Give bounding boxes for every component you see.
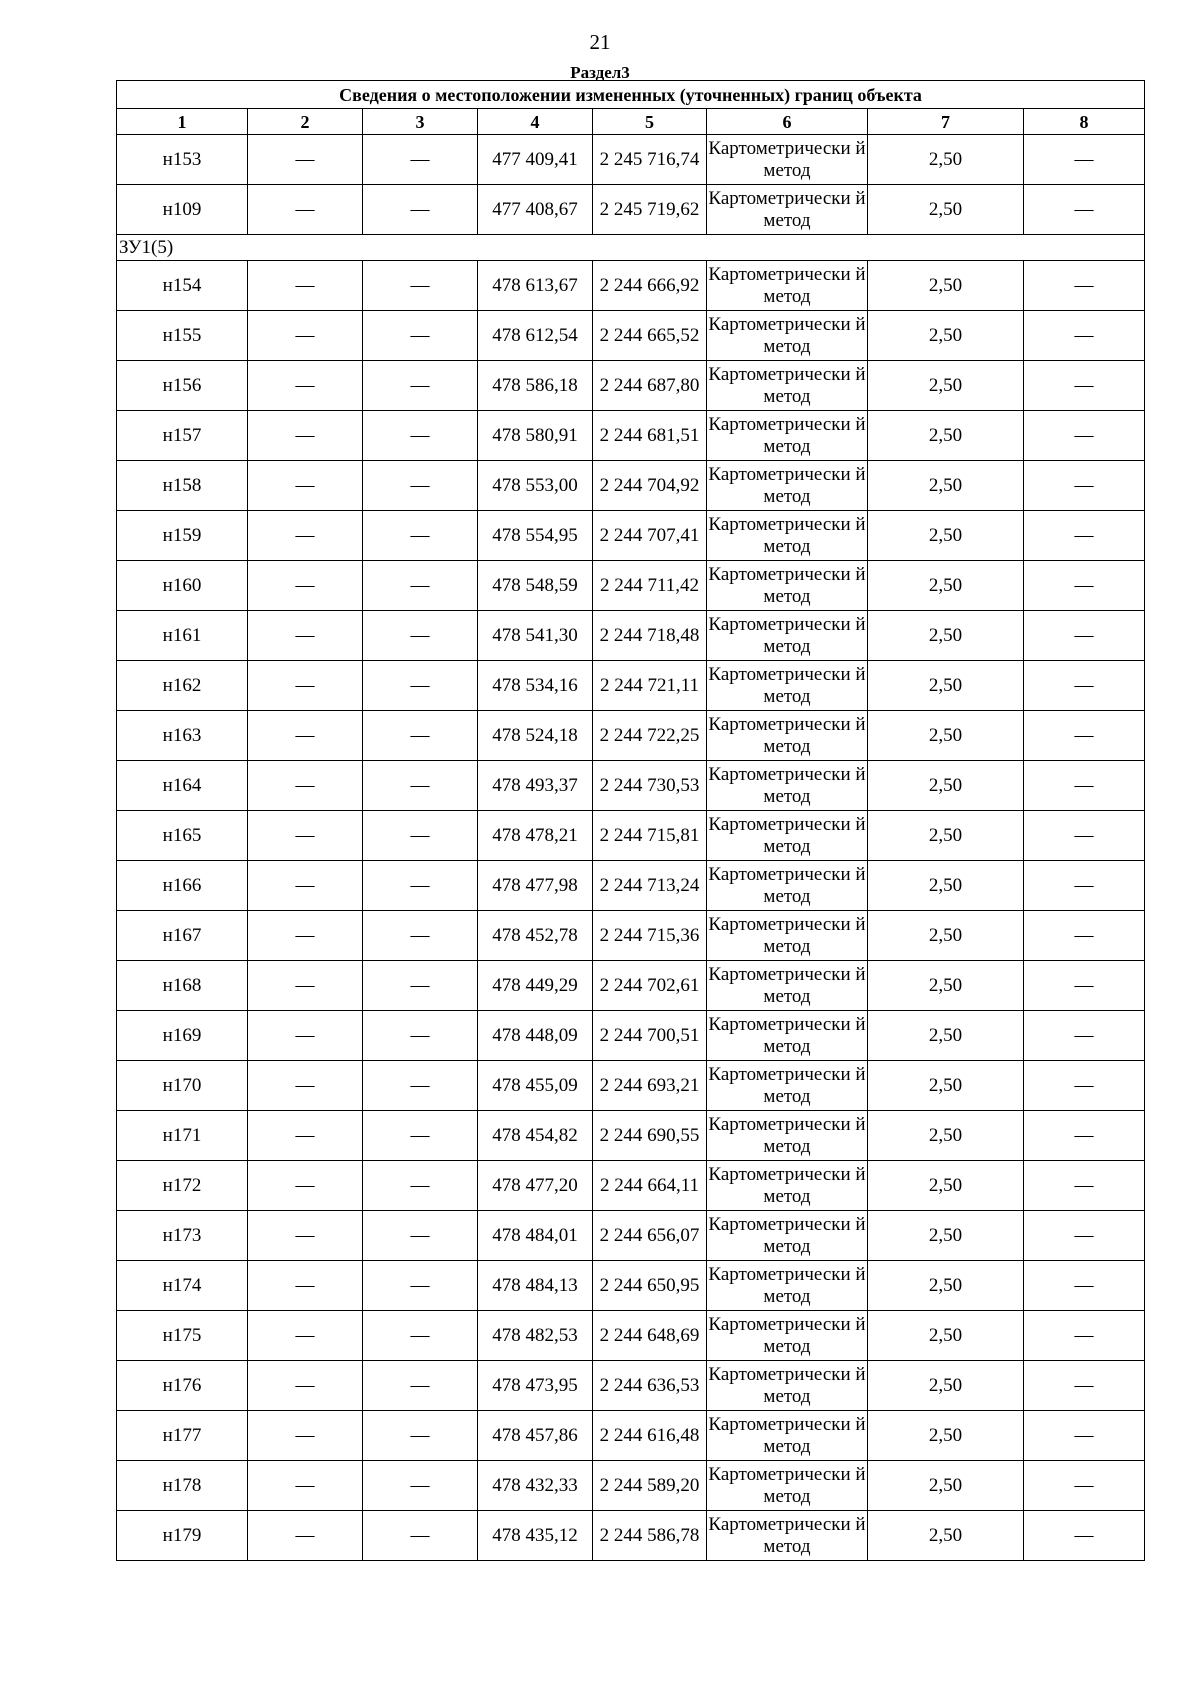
y-coordinate-cell: 2 244 589,20 (593, 1461, 707, 1511)
accuracy-cell: 2,50 (868, 135, 1024, 185)
table-row (117, 1261, 1145, 1311)
method-cell: Картометрически й метод (707, 1261, 868, 1311)
col2-cell: — (248, 461, 363, 511)
point-id-cell: н170 (117, 1061, 248, 1111)
method-cell: Картометрически й метод (707, 861, 868, 911)
point-id-cell: н154 (117, 261, 248, 311)
col3-cell: — (363, 611, 478, 661)
table-row (117, 1061, 1145, 1111)
col3-cell: — (363, 461, 478, 511)
accuracy-cell: 2,50 (868, 561, 1024, 611)
y-coordinate-cell: 2 244 707,41 (593, 511, 707, 561)
col2-cell: — (248, 1311, 363, 1361)
y-coordinate-cell: 2 244 722,25 (593, 711, 707, 761)
col2-cell: — (248, 1061, 363, 1111)
method-cell: Картометрически й метод (707, 411, 868, 461)
col8-cell: — (1024, 1211, 1145, 1261)
point-id-cell: н167 (117, 911, 248, 961)
y-coordinate-cell: 2 245 716,74 (593, 135, 707, 185)
col8-cell: — (1024, 185, 1145, 235)
method-cell: Картометрически й метод (707, 611, 868, 661)
col3-cell: — (363, 361, 478, 411)
point-id-cell: н178 (117, 1461, 248, 1511)
x-coordinate-cell: 478 493,37 (478, 761, 593, 811)
table-row (117, 1361, 1145, 1411)
method-cell: Картометрически й метод (707, 1211, 868, 1261)
col2-cell: — (248, 361, 363, 411)
method-cell: Картометрически й метод (707, 135, 868, 185)
y-coordinate-cell: 2 244 687,80 (593, 361, 707, 411)
method-cell: Картометрически й метод (707, 911, 868, 961)
accuracy-cell: 2,50 (868, 711, 1024, 761)
y-coordinate-cell: 2 244 711,42 (593, 561, 707, 611)
accuracy-cell: 2,50 (868, 1311, 1024, 1361)
col8-cell: — (1024, 1061, 1145, 1111)
accuracy-cell: 2,50 (868, 1511, 1024, 1561)
x-coordinate-cell: 478 541,30 (478, 611, 593, 661)
col8-cell: — (1024, 1361, 1145, 1411)
accuracy-cell: 2,50 (868, 461, 1024, 511)
accuracy-cell: 2,50 (868, 1011, 1024, 1061)
method-cell: Картометрически й метод (707, 311, 868, 361)
table-row (117, 1011, 1145, 1061)
col3-cell: — (363, 1211, 478, 1261)
accuracy-cell: 2,50 (868, 611, 1024, 661)
col8-cell: — (1024, 761, 1145, 811)
accuracy-cell: 2,50 (868, 811, 1024, 861)
method-cell: Картометрически й метод (707, 561, 868, 611)
table-row (117, 361, 1145, 411)
col3-cell: — (363, 311, 478, 361)
y-coordinate-cell: 2 244 664,11 (593, 1161, 707, 1211)
method-cell: Картометрически й метод (707, 511, 868, 561)
method-cell: Картометрически й метод (707, 461, 868, 511)
point-id-cell: н179 (117, 1511, 248, 1561)
col8-cell: — (1024, 411, 1145, 461)
y-coordinate-cell: 2 244 636,53 (593, 1361, 707, 1411)
point-id-cell: н172 (117, 1161, 248, 1211)
point-id-cell: н162 (117, 661, 248, 711)
accuracy-cell: 2,50 (868, 1261, 1024, 1311)
col3-cell: — (363, 1011, 478, 1061)
point-id-cell: н169 (117, 1011, 248, 1061)
col8-cell: — (1024, 561, 1145, 611)
col2-cell: — (248, 1361, 363, 1411)
accuracy-cell: 2,50 (868, 761, 1024, 811)
point-id-cell: н168 (117, 961, 248, 1011)
y-coordinate-cell: 2 244 690,55 (593, 1111, 707, 1161)
accuracy-cell: 2,50 (868, 185, 1024, 235)
col8-cell: — (1024, 961, 1145, 1011)
x-coordinate-cell: 478 484,13 (478, 1261, 593, 1311)
col8-cell: — (1024, 811, 1145, 861)
y-coordinate-cell: 2 244 650,95 (593, 1261, 707, 1311)
x-coordinate-cell: 478 478,21 (478, 811, 593, 861)
col8-cell: — (1024, 1461, 1145, 1511)
col2-cell: — (248, 185, 363, 235)
table-row (117, 1461, 1145, 1511)
col2-cell: — (248, 1161, 363, 1211)
y-coordinate-cell: 2 244 656,07 (593, 1211, 707, 1261)
table-row (117, 1411, 1145, 1461)
column-header: 5 (593, 109, 707, 135)
x-coordinate-cell: 478 477,98 (478, 861, 593, 911)
table-row (117, 1161, 1145, 1211)
accuracy-cell: 2,50 (868, 861, 1024, 911)
table-row (117, 1511, 1145, 1561)
y-coordinate-cell: 2 244 693,21 (593, 1061, 707, 1111)
y-coordinate-cell: 2 244 616,48 (593, 1411, 707, 1461)
col3-cell: — (363, 1061, 478, 1111)
col8-cell: — (1024, 1511, 1145, 1561)
y-coordinate-cell: 2 244 702,61 (593, 961, 707, 1011)
table-row (117, 561, 1145, 611)
x-coordinate-cell: 477 408,67 (478, 185, 593, 235)
x-coordinate-cell: 478 448,09 (478, 1011, 593, 1061)
x-coordinate-cell: 478 484,01 (478, 1211, 593, 1261)
column-header: 3 (363, 109, 478, 135)
method-cell: Картометрически й метод (707, 361, 868, 411)
col3-cell: — (363, 1511, 478, 1561)
point-id-cell: н164 (117, 761, 248, 811)
y-coordinate-cell: 2 245 719,62 (593, 185, 707, 235)
method-cell: Картометрически й метод (707, 185, 868, 235)
col8-cell: — (1024, 611, 1145, 661)
x-coordinate-cell: 478 613,67 (478, 261, 593, 311)
method-cell: Картометрически й метод (707, 961, 868, 1011)
col8-cell: — (1024, 1411, 1145, 1461)
col3-cell: — (363, 1411, 478, 1461)
col2-cell: — (248, 1511, 363, 1561)
col8-cell: — (1024, 1111, 1145, 1161)
table-row (117, 711, 1145, 761)
table-row (117, 961, 1145, 1011)
table-body (117, 81, 1145, 1561)
col2-cell: — (248, 261, 363, 311)
col3-cell: — (363, 185, 478, 235)
method-cell: Картометрически й метод (707, 661, 868, 711)
table-row (117, 185, 1145, 235)
col3-cell: — (363, 511, 478, 561)
x-coordinate-cell: 478 548,59 (478, 561, 593, 611)
method-cell: Картометрически й метод (707, 1311, 868, 1361)
x-coordinate-cell: 478 612,54 (478, 311, 593, 361)
y-coordinate-cell: 2 244 648,69 (593, 1311, 707, 1361)
y-coordinate-cell: 2 244 713,24 (593, 861, 707, 911)
table-title-row (117, 81, 1145, 109)
col8-cell: — (1024, 311, 1145, 361)
x-coordinate-cell: 478 524,18 (478, 711, 593, 761)
method-cell: Картометрически й метод (707, 261, 868, 311)
table-row (117, 1111, 1145, 1161)
point-id-cell: н160 (117, 561, 248, 611)
method-cell: Картометрически й метод (707, 811, 868, 861)
x-coordinate-cell: 478 580,91 (478, 411, 593, 461)
point-id-cell: н158 (117, 461, 248, 511)
table-row (117, 311, 1145, 361)
table-row (117, 661, 1145, 711)
column-header: 6 (707, 109, 868, 135)
col3-cell: — (363, 1461, 478, 1511)
point-id-cell: н161 (117, 611, 248, 661)
table-row (117, 611, 1145, 661)
section-title: Раздел3 (570, 63, 630, 82)
col8-cell: — (1024, 261, 1145, 311)
x-coordinate-cell: 478 455,09 (478, 1061, 593, 1111)
col2-cell: — (248, 611, 363, 661)
point-id-cell: н171 (117, 1111, 248, 1161)
method-cell: Картометрически й метод (707, 1511, 868, 1561)
method-cell: Картометрически й метод (707, 1411, 868, 1461)
point-id-cell: н163 (117, 711, 248, 761)
x-coordinate-cell: 478 586,18 (478, 361, 593, 411)
x-coordinate-cell: 478 449,29 (478, 961, 593, 1011)
column-header: 8 (1024, 109, 1145, 135)
col8-cell: — (1024, 1011, 1145, 1061)
group-label: ЗУ1(5) (117, 235, 1145, 261)
column-header-row (117, 109, 1145, 135)
col3-cell: — (363, 1361, 478, 1411)
accuracy-cell: 2,50 (868, 411, 1024, 461)
col2-cell: — (248, 561, 363, 611)
x-coordinate-cell: 478 454,82 (478, 1111, 593, 1161)
col8-cell: — (1024, 461, 1145, 511)
col2-cell: — (248, 861, 363, 911)
col3-cell: — (363, 911, 478, 961)
col3-cell: — (363, 961, 478, 1011)
col3-cell: — (363, 1161, 478, 1211)
col2-cell: — (248, 1261, 363, 1311)
col3-cell: — (363, 135, 478, 185)
point-id-cell: н165 (117, 811, 248, 861)
table-row (117, 461, 1145, 511)
method-cell: Картометрически й метод (707, 1461, 868, 1511)
point-id-cell: н176 (117, 1361, 248, 1411)
col8-cell: — (1024, 911, 1145, 961)
col8-cell: — (1024, 711, 1145, 761)
col8-cell: — (1024, 861, 1145, 911)
table-row (117, 1311, 1145, 1361)
table-row (117, 761, 1145, 811)
method-cell: Картометрически й метод (707, 1011, 868, 1061)
x-coordinate-cell: 478 554,95 (478, 511, 593, 561)
table-row (117, 811, 1145, 861)
method-cell: Картометрически й метод (707, 711, 868, 761)
x-coordinate-cell: 478 477,20 (478, 1161, 593, 1211)
boundary-coordinates-table (116, 80, 1145, 1561)
col2-cell: — (248, 1111, 363, 1161)
x-coordinate-cell: 478 482,53 (478, 1311, 593, 1361)
x-coordinate-cell: 478 452,78 (478, 911, 593, 961)
col2-cell: — (248, 761, 363, 811)
col8-cell: — (1024, 135, 1145, 185)
table-row (117, 411, 1145, 461)
accuracy-cell: 2,50 (868, 961, 1024, 1011)
y-coordinate-cell: 2 244 704,92 (593, 461, 707, 511)
y-coordinate-cell: 2 244 586,78 (593, 1511, 707, 1561)
col3-cell: — (363, 561, 478, 611)
col3-cell: — (363, 811, 478, 861)
col8-cell: — (1024, 361, 1145, 411)
method-cell: Картометрически й метод (707, 761, 868, 811)
table-row (117, 511, 1145, 561)
accuracy-cell: 2,50 (868, 661, 1024, 711)
accuracy-cell: 2,50 (868, 311, 1024, 361)
accuracy-cell: 2,50 (868, 1361, 1024, 1411)
point-id-cell: н109 (117, 185, 248, 235)
method-cell: Картометрически й метод (707, 1161, 868, 1211)
accuracy-cell: 2,50 (868, 1061, 1024, 1111)
y-coordinate-cell: 2 244 681,51 (593, 411, 707, 461)
col2-cell: — (248, 1011, 363, 1061)
y-coordinate-cell: 2 244 700,51 (593, 1011, 707, 1061)
y-coordinate-cell: 2 244 715,81 (593, 811, 707, 861)
col2-cell: — (248, 1211, 363, 1261)
accuracy-cell: 2,50 (868, 261, 1024, 311)
column-header: 1 (117, 109, 248, 135)
col3-cell: — (363, 1311, 478, 1361)
column-header: 7 (868, 109, 1024, 135)
y-coordinate-cell: 2 244 666,92 (593, 261, 707, 311)
group-row (117, 235, 1145, 261)
col3-cell: — (363, 761, 478, 811)
point-id-cell: н159 (117, 511, 248, 561)
table-title: Сведения о местоположении измененных (уточненных) границ объекта (117, 81, 1145, 109)
method-cell: Картометрически й метод (707, 1061, 868, 1111)
accuracy-cell: 2,50 (868, 1161, 1024, 1211)
col2-cell: — (248, 511, 363, 561)
point-id-cell: н177 (117, 1411, 248, 1461)
col2-cell: — (248, 311, 363, 361)
col3-cell: — (363, 261, 478, 311)
point-id-cell: н153 (117, 135, 248, 185)
accuracy-cell: 2,50 (868, 911, 1024, 961)
x-coordinate-cell: 478 553,00 (478, 461, 593, 511)
x-coordinate-cell: 478 432,33 (478, 1461, 593, 1511)
y-coordinate-cell: 2 244 665,52 (593, 311, 707, 361)
table-row (117, 135, 1145, 185)
table-row (117, 1211, 1145, 1261)
col3-cell: — (363, 1111, 478, 1161)
method-cell: Картометрически й метод (707, 1111, 868, 1161)
column-header: 4 (478, 109, 593, 135)
accuracy-cell: 2,50 (868, 511, 1024, 561)
accuracy-cell: 2,50 (868, 1111, 1024, 1161)
accuracy-cell: 2,50 (868, 1211, 1024, 1261)
column-header: 2 (248, 109, 363, 135)
col2-cell: — (248, 1411, 363, 1461)
accuracy-cell: 2,50 (868, 361, 1024, 411)
x-coordinate-cell: 478 534,16 (478, 661, 593, 711)
col8-cell: — (1024, 1261, 1145, 1311)
y-coordinate-cell: 2 244 721,11 (593, 661, 707, 711)
col2-cell: — (248, 1461, 363, 1511)
x-coordinate-cell: 478 435,12 (478, 1511, 593, 1561)
accuracy-cell: 2,50 (868, 1461, 1024, 1511)
table-row (117, 861, 1145, 911)
col2-cell: — (248, 135, 363, 185)
point-id-cell: н157 (117, 411, 248, 461)
page-number: 21 (589, 30, 611, 54)
col8-cell: — (1024, 511, 1145, 561)
x-coordinate-cell: 477 409,41 (478, 135, 593, 185)
x-coordinate-cell: 478 473,95 (478, 1361, 593, 1411)
point-id-cell: н175 (117, 1311, 248, 1361)
col3-cell: — (363, 411, 478, 461)
point-id-cell: н155 (117, 311, 248, 361)
col2-cell: — (248, 661, 363, 711)
col8-cell: — (1024, 661, 1145, 711)
col2-cell: — (248, 811, 363, 861)
col2-cell: — (248, 711, 363, 761)
col2-cell: — (248, 911, 363, 961)
col3-cell: — (363, 661, 478, 711)
table-row (117, 261, 1145, 311)
y-coordinate-cell: 2 244 718,48 (593, 611, 707, 661)
accuracy-cell: 2,50 (868, 1411, 1024, 1461)
col3-cell: — (363, 711, 478, 761)
table-row (117, 911, 1145, 961)
col2-cell: — (248, 961, 363, 1011)
method-cell: Картометрически й метод (707, 1361, 868, 1411)
x-coordinate-cell: 478 457,86 (478, 1411, 593, 1461)
col3-cell: — (363, 1261, 478, 1311)
col2-cell: — (248, 411, 363, 461)
point-id-cell: н156 (117, 361, 248, 411)
point-id-cell: н173 (117, 1211, 248, 1261)
y-coordinate-cell: 2 244 730,53 (593, 761, 707, 811)
col8-cell: — (1024, 1311, 1145, 1361)
col8-cell: — (1024, 1161, 1145, 1211)
col3-cell: — (363, 861, 478, 911)
point-id-cell: н174 (117, 1261, 248, 1311)
point-id-cell: н166 (117, 861, 248, 911)
y-coordinate-cell: 2 244 715,36 (593, 911, 707, 961)
